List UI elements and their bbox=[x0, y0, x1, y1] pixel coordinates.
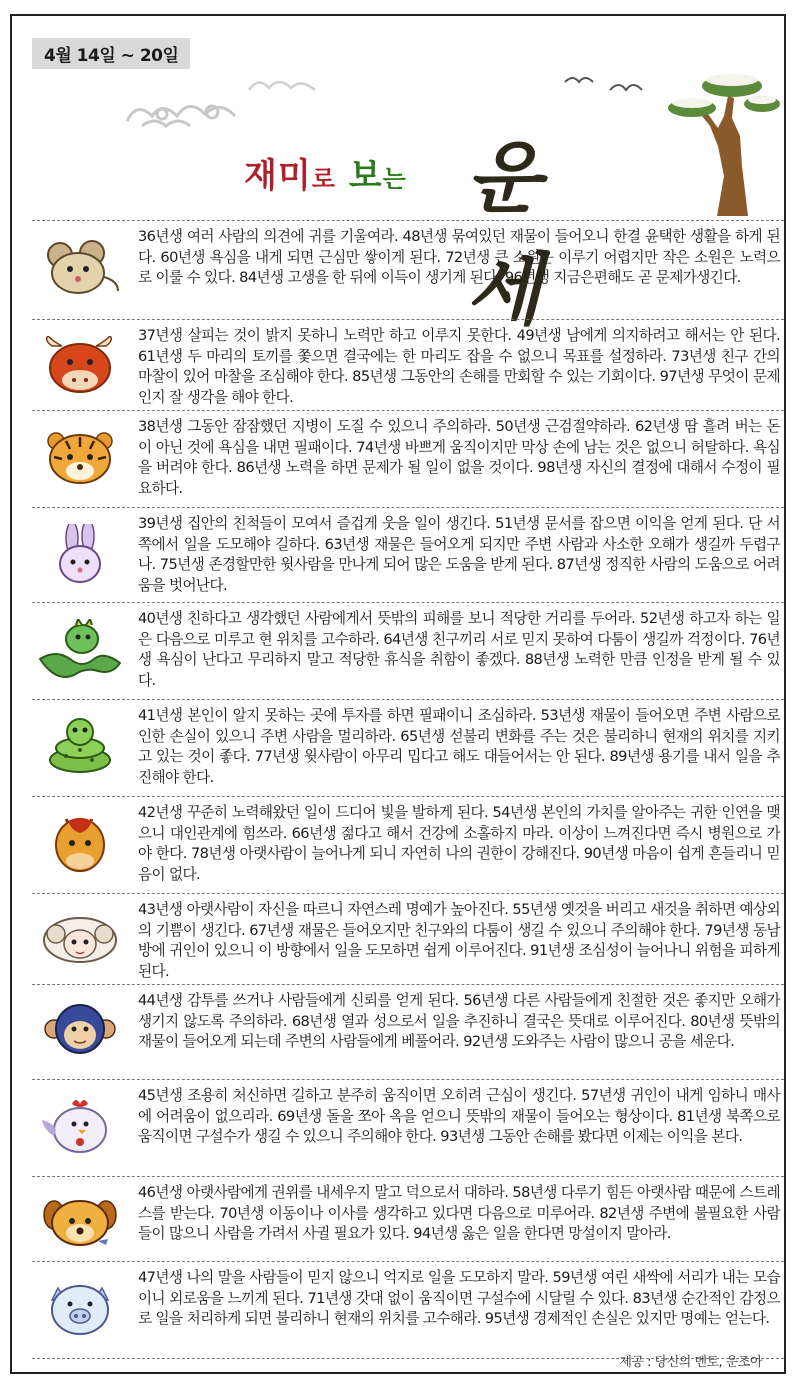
pig-icon bbox=[36, 1278, 124, 1338]
title-part-ro: 로 bbox=[311, 165, 336, 193]
title-part-fun: 재미 bbox=[244, 156, 312, 196]
horse-icon bbox=[36, 813, 124, 873]
fortune-row-monkey bbox=[32, 984, 784, 1079]
fortune-row-tiger bbox=[32, 410, 784, 507]
fortune-text: 42년생 꾸준히 노력해왔던 일이 드디어 빛을 발하게 된다. 54년생 본인의 가치를 알아주는 귀한 인연을 맺으니 대인관계에 힘쓰라. 66년생 젊다고 해서 건강에 소홀하지 마라. 이상이 느껴진다면 즉시 병원으로 가야 한다. 78년생 아랫사람이 늘어나게 되니 자연히 나의 권한이 강해진다. 90년생 마음이 쉽게 흔들리니 믿음이 없다. bbox=[138, 804, 780, 883]
fortune-text: 39년생 집안의 친척들이 모여서 즐겁게 웃을 일이 생긴다. 51년생 문서를 잡으면 이익을 얻게 된다. 단 서쪽에서 일을 도모해야 길하다. 63년생 재물은 들어오게 되지만 주변 사람과 사소한 오해가 생길까 두렵구나. 75년생 존경할만한 윗사람을 만나게 되어 많은 도움을 받게 된다. 87년생 정직한 사람의 도움으로 어려움을 벗어난다. bbox=[138, 515, 780, 594]
rabbit-icon bbox=[36, 524, 124, 584]
date-range-label: 4월 14일 ~ 20일 bbox=[32, 38, 190, 69]
dog-icon bbox=[36, 1193, 124, 1253]
birds-decoration-icon bbox=[560, 68, 650, 98]
fortune-row-ox bbox=[32, 319, 784, 410]
pine-tree-icon bbox=[662, 56, 782, 216]
fortune-row-pig bbox=[32, 1261, 784, 1359]
fortune-text: 36년생 여러 사람의 의견에 귀를 기울여라. 48년생 묶여있던 재물이 들어오니 한결 윤택한 생활을 하게 된다. 60년생 욕심을 내게 되면 근심만 쌓이게 된다. 72년생 큰 소원은 이루기 어렵지만 작은 소원은 노력으로 이룰 수 있다. 84년생 고생을 한 뒤에 이득이 생기게 된다. 96년생 지금은편해도 곧 문제가생긴다. bbox=[138, 228, 780, 286]
fortune-row-sheep bbox=[32, 893, 784, 984]
title-fortune-calligraphy: 운세 bbox=[466, 133, 538, 336]
fortune-text: 44년생 감투를 쓰거나 사람들에게 신뢰를 얻게 된다. 56년생 다른 사람들에게 친절한 것은 좋지만 오해가 생기지 않도록 주의하라. 68년생 열과 성으로서 일을 추진하니 결국은 뜻대로 이루어진다. 80년생 뜻밖의 재물이 들어오게 되는데 주변의 사람들에게 베풀어라. 92년생 도와주는 사람이 많으니 공을 세운다. bbox=[138, 992, 780, 1050]
ox-icon bbox=[36, 336, 124, 396]
fortune-text: 37년생 살피는 것이 밝지 못하니 노력만 하고 이루지 못한다. 49년생 남에게 의지하려고 해서는 안 된다. 61년생 두 마리의 토끼를 쫓으면 결국에는 한 마리도 잡을 수 없으니 목표를 설정하라. 73년생 친구 간의 마찰이 있어 마찰을 조심해야 한다. 85년생 그동안의 손해를 만회할 수 있는 기회이다. 97년생 무엇이 문제인지 잘 생각을 해야 한다. bbox=[138, 327, 780, 406]
fortune-list bbox=[32, 220, 784, 1359]
fortune-text: 46년생 아랫사람에게 권위를 내세우지 말고 덕으로서 대하라. 58년생 다루기 힘든 아랫사람 때문에 스트레스를 받는다. 70년생 이동이나 이사를 생각하고 있다면 다음으로 미루어라. 82년생 주변에 불필요한 사람들이 많으니 사람을 가려서 사귈 필요가 있다. 94년생 옳은 일을 한다면 망설이지 말아라. bbox=[138, 1184, 780, 1242]
title-part-neun: 는 bbox=[382, 165, 407, 193]
fortune-text: 38년생 그동안 잠잠했던 지병이 도질 수 있으니 주의하라. 50년생 근검절약하라. 62년생 땀 흘려 버는 돈이 아닌 것에 욕심을 내면 필패이다. 74년생 바쁘게 움직이지만 막상 손에 남는 것은 없으니 허탈하다. 욕심을 버려야 한다. 86년생 노력을 하면 문제가 될 일이 없을 것이다. 98년생 자신의 결정에 대해서 수정이 필요하다. bbox=[138, 418, 780, 497]
fortune-text: 45년생 조용히 처신하면 길하고 분주히 움직이면 오히려 근심이 생긴다. 57년생 귀인이 내게 임하니 매사에 어려움이 없으리라. 69년생 돌을 쪼아 옥을 얻으니 뜻밖의 재물이 들어오는 형상이다. 81년생 북쪽으로 움직이면 구설수가 생길 수 있으니 주의해야 한다. 93년생 그동안 손해를 봤다면 이제는 이익을 본다. bbox=[138, 1087, 780, 1145]
dragon-icon bbox=[36, 619, 124, 679]
fortune-text: 40년생 친하다고 생각했던 사람에게서 뜻밖의 피해를 보니 적당한 거리를 두어라. 52년생 하고자 하는 일은 다음으로 미루고 현 위치를 고수하라. 64년생 친구끼리 서로 믿지 못하여 다툼이 생길까 걱정이다. 76년생 욕심이 난다고 무리하지 말고 적당한 휴식을 취함이 좋겠다. 88년생 노력한 만큼 인정을 받게 될 수 있다. bbox=[138, 610, 780, 689]
fortune-row-dog bbox=[32, 1176, 784, 1261]
credit-line: 제공 : 당신의 멘토, 운조아 bbox=[619, 1355, 762, 1370]
fortune-row-rabbit bbox=[32, 507, 784, 602]
snake-icon bbox=[36, 716, 124, 776]
fortune-text: 41년생 본인이 알지 못하는 곳에 투자를 하면 필패이니 조심하라. 53년생 재물이 들어오면 주변 사람으로 인한 손실이 있으니 주변 사람을 멀리하라. 65년생 섣불리 변화를 주는 것은 불리하니 현재의 위치를 지키고 있는 것이 좋다. 77년생 윗사람이 아무리 밉다고 해도 대들어서는 안 된다. 89년생 용기를 내서 일을 추진해야 한다. bbox=[138, 707, 780, 786]
fortune-text: 43년생 아랫사람이 자신을 따르니 자연스레 명예가 높아진다. 55년생 옛것을 버리고 새것을 취하면 예상외의 기쁨이 생긴다. 67년생 재물은 들어오지만 친구와의 다툼이 생길 수 있으니 주의해야 한다. 79년생 동남방에 귀인이 있으니 이 방향에서 일을 도모하면 쉽게 이루어진다. 91년생 조심성이 늘어나니 위험을 피하게 된다. bbox=[138, 901, 780, 980]
cloud-decoration-icon bbox=[244, 70, 324, 100]
monkey-icon bbox=[36, 1001, 124, 1061]
page-frame bbox=[10, 14, 786, 1374]
rat-icon bbox=[36, 237, 124, 297]
fortune-row-dragon bbox=[32, 602, 784, 699]
title-part-see: 보 bbox=[348, 156, 383, 196]
fortune-text: 47년생 나의 말을 사람들이 믿지 않으니 억지로 일을 도모하지 말라. 59년생 여린 새싹에 서리가 내는 모습이니 외로움을 느끼게 된다. 71년생 갓대 없이 움직이면 구설수에 시달릴 수 있다. 83년생 순간적인 감정으로 일을 처리하게 되면 불리하니 현재의 위치를 고수해라. 95년생 경제적인 손실은 있지만 명예는 얻는다. bbox=[138, 1269, 780, 1327]
fortune-row-horse bbox=[32, 796, 784, 893]
fortune-row-rat bbox=[32, 220, 784, 319]
tiger-icon bbox=[36, 427, 124, 487]
sheep-icon bbox=[36, 910, 124, 970]
fortune-row-snake bbox=[32, 699, 784, 796]
rooster-icon bbox=[36, 1096, 124, 1156]
fortune-row-rooster bbox=[32, 1079, 784, 1176]
